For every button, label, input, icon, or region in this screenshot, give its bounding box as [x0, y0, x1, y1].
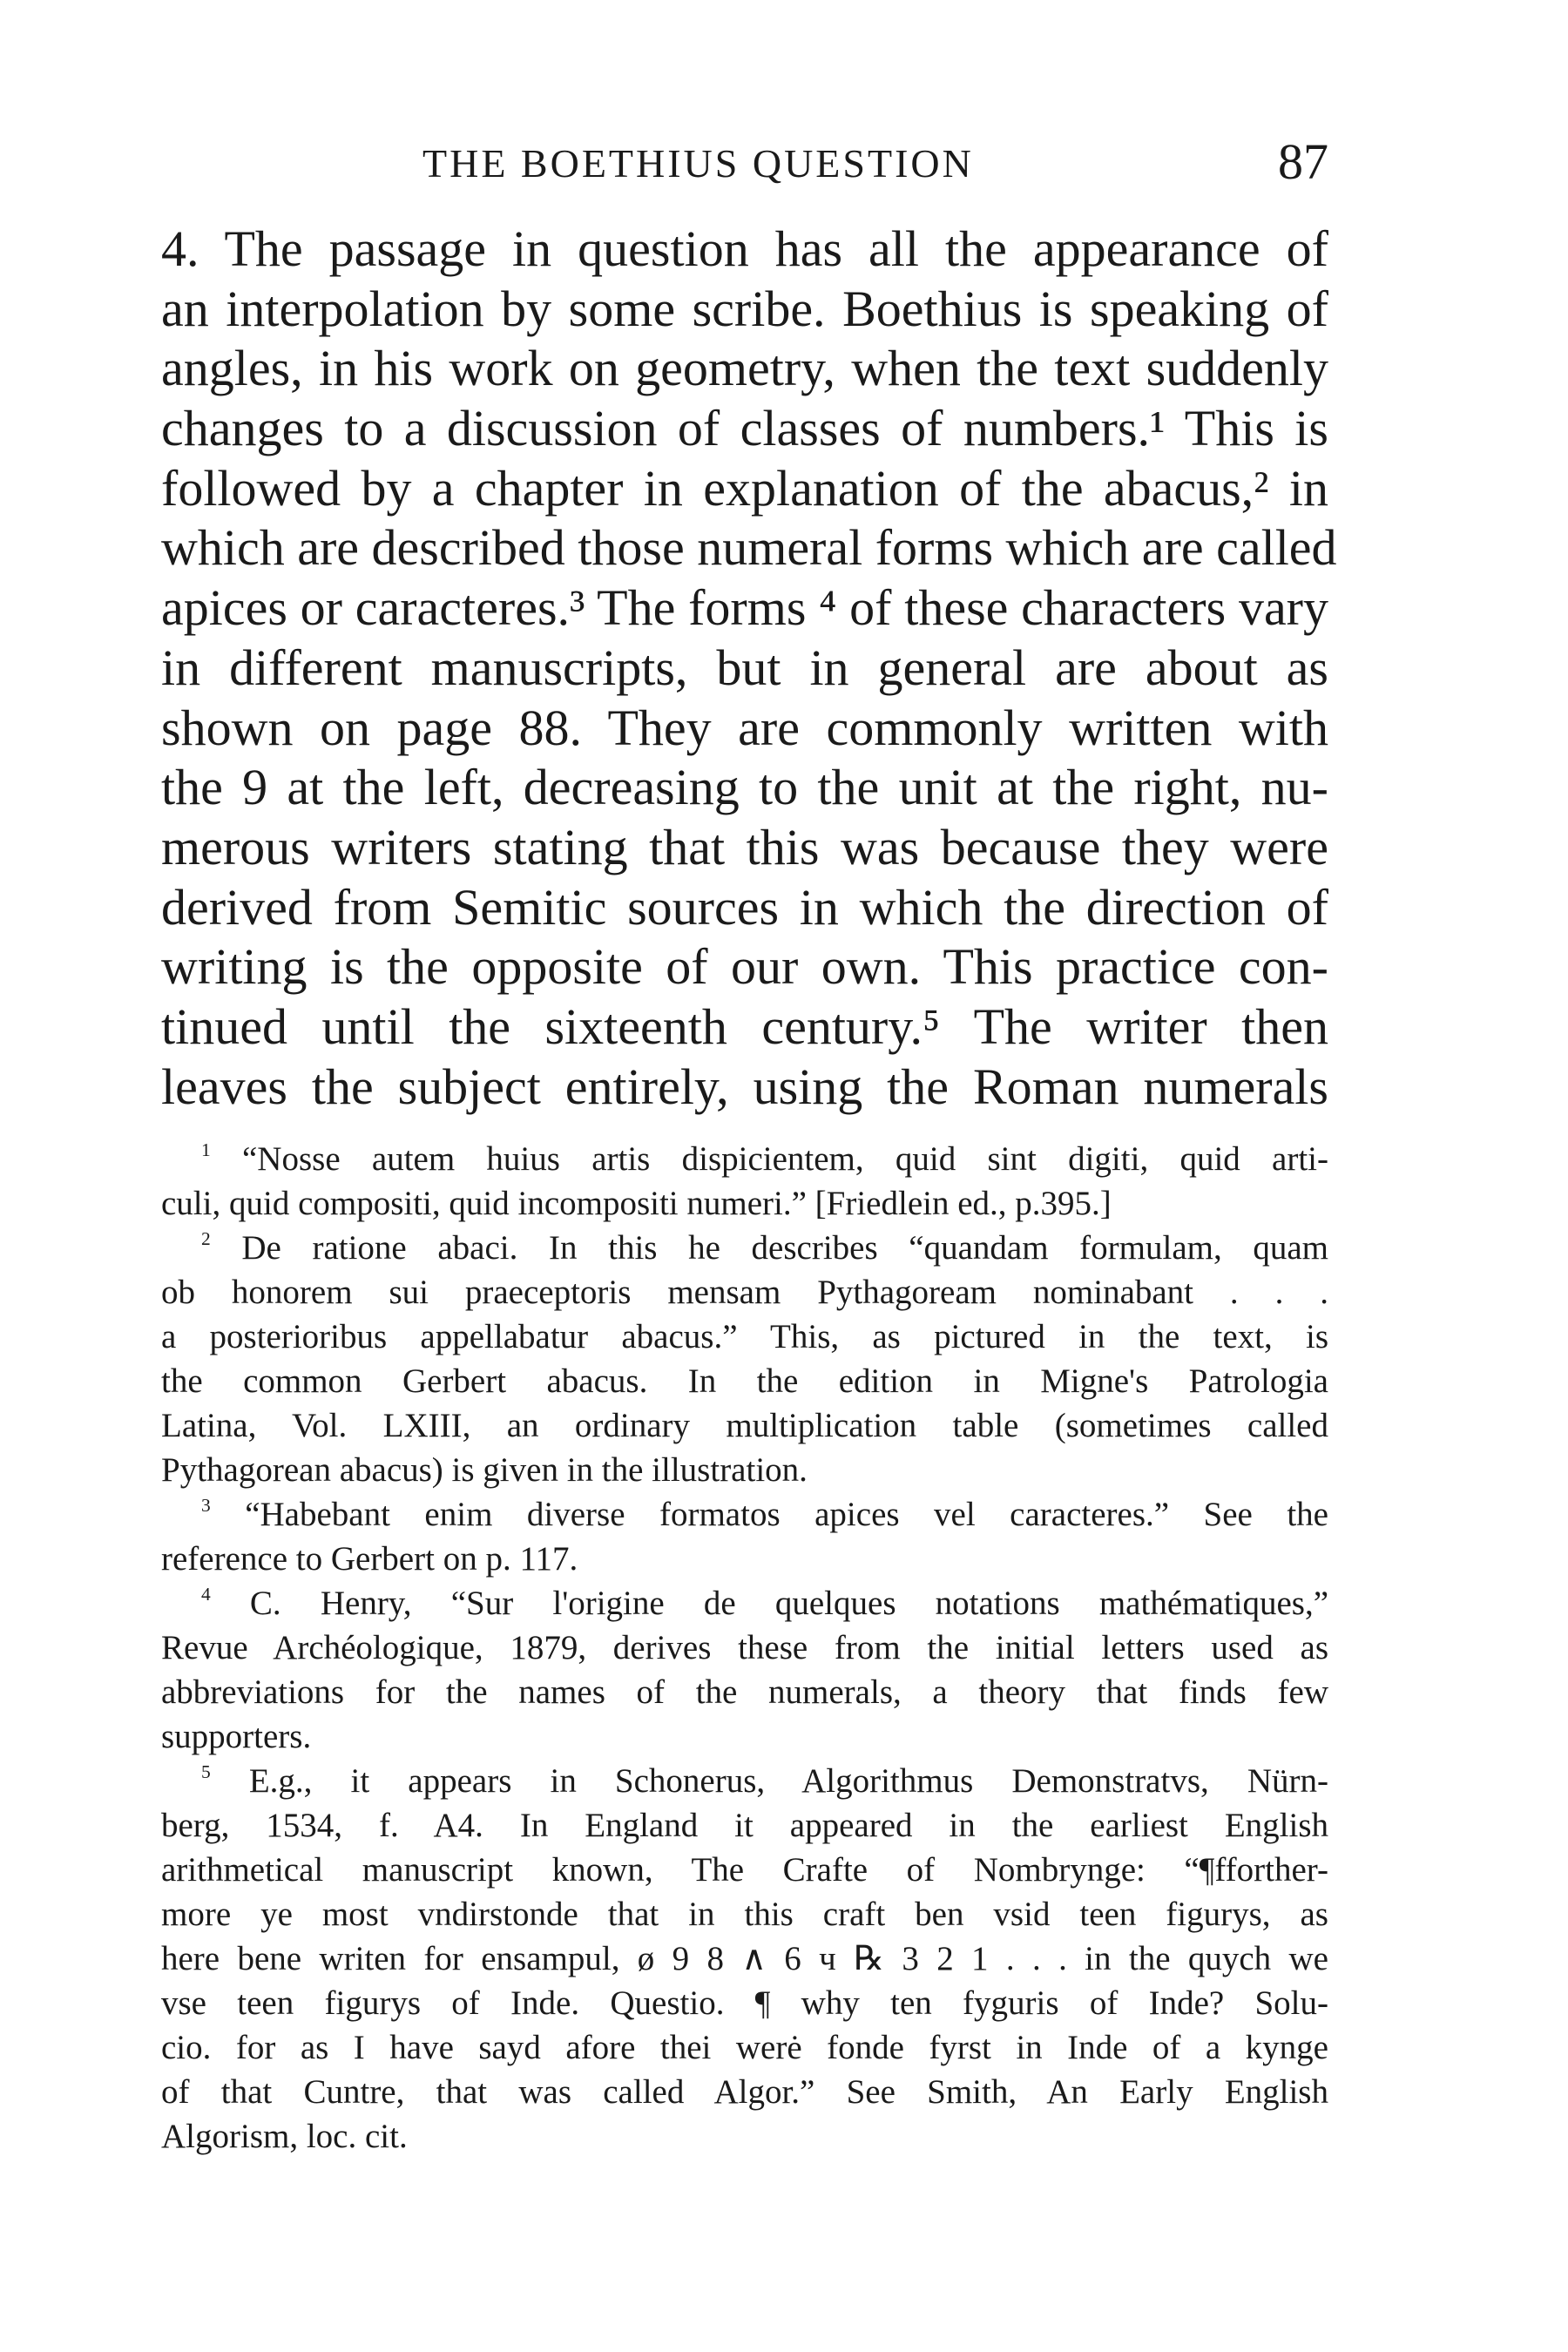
footnote-line: $^4$ C. Henry, “Sur l'origine de quelques notations mathématiques,” [201, 1583, 1329, 1622]
text-line: 4. The passage in question has all the appearance of [161, 220, 1328, 277]
footnote-line: arithmetical manuscript known, The Crafte of Nombrynge: “¶fforther- [161, 1851, 1328, 1889]
footnote-5 [161, 1759, 1328, 2159]
footnote-line: berg, 1534, f. A4. In England it appeared in the earliest English [161, 1807, 1328, 1844]
footnote-line: of that Cuntre, that was called Algor.” See Smith, An Early English [161, 2073, 1328, 2111]
footnote-4 [161, 1581, 1328, 1759]
text-line: leaves the subject entirely, using the Roman numerals [161, 1058, 1328, 1115]
footnote-line: Pythagorean abacus) is given in the illustration. [161, 1451, 808, 1489]
footnote-3 [161, 1492, 1328, 1581]
text-line: the 9 at the left, decreasing to the unit at the right, nu- [161, 759, 1328, 816]
running-header [161, 133, 1328, 190]
text-line: writing is the opposite of our own. This practice con- [161, 938, 1328, 996]
footnote-marker: 3 [201, 1494, 211, 1516]
text-line: followed by a chapter in explanation of the abacus,² in [161, 459, 1328, 517]
text-line: changes to a discussion of classes of numbers.¹ This is [161, 400, 1328, 457]
text-line: an interpolation by some scribe. Boethius is speaking of [161, 280, 1328, 337]
footnote-line: culi, quid compositi, quid incompositi numeri.” [Friedlein ed., p.395.] [161, 1185, 1112, 1222]
main-text [161, 220, 1337, 1117]
footnote-1 [161, 1137, 1328, 1226]
text-line: merous writers stating that this was because they were [161, 818, 1328, 875]
footnote-2 [161, 1226, 1328, 1492]
text-line: which are described those numeral forms which are called [161, 519, 1337, 577]
footnote-line: $^2$ De ratione abaci. In this he describes “quandam formulam, quam [201, 1227, 1329, 1267]
text-line: derived from Semitic sources in which the direction of [161, 878, 1328, 936]
footnote-line: supporters. [161, 1718, 312, 1755]
footnote-line: the common Gerbert abacus. In the edition in Migne's Patrologia [161, 1362, 1328, 1400]
text-line: angles, in his work on geometry, when the text suddenly [161, 340, 1328, 397]
footnotes [161, 1137, 1328, 2159]
footnote-marker: 4 [201, 1583, 211, 1605]
page-number: 87 [1278, 133, 1328, 190]
footnote-line: cio. for as I have sayd afore thei werė fonde fyrst in Inde of a kynge [161, 2029, 1328, 2066]
footnote-line: $^1$ “Nosse autem huius artis dispicientem, quid sint digiti, quid arti- [201, 1139, 1328, 1178]
footnote-line: here bene writen for ensampul, ø 9 8 ∧ 6 ч ℞ 3 2 1 . . . in the quych we [161, 1940, 1328, 1977]
running-title: THE BOETHIUS QUESTION [422, 141, 974, 186]
footnote-line: Latina, Vol. LXIII, an ordinary multiplication table (sometimes called [161, 1407, 1328, 1444]
footnote-line: reference to Gerbert on p. 117. [161, 1540, 578, 1578]
text-line: shown on page 88. They are commonly written with [161, 699, 1328, 756]
footnote-line: Revue Archéologique, 1879, derives these from the initial letters used as [161, 1629, 1328, 1666]
text-line: in different manuscripts, but in general are about as [161, 639, 1328, 696]
footnote-line: more ye most vndirstonde that in this craft ben vsid teen figurys, as [161, 1896, 1328, 1933]
footnote-line: vse teen figurys of Inde. Questio. ¶ why ten fyguris of Inde? Solu- [161, 1984, 1328, 2022]
text-line: apices or caracteres.³ The forms ⁴ of these characters vary [161, 579, 1328, 637]
footnote-line: a posterioribus appellabatur abacus.” This, as pictured in the text, is [161, 1318, 1328, 1355]
footnote-marker: 2 [201, 1227, 211, 1249]
footnote-marker: 1 [201, 1139, 211, 1160]
footnote-line: $^5$ E.g., it appears in Schonerus, Algorithmus Demonstratvs, Nürn- [201, 1761, 1328, 1800]
footnote-line: $^3$ “Habebant enim diverse formatos apices vel caracteres.” See the [201, 1494, 1328, 1533]
text-line: tinued until the sixteenth century.⁵ The writer then [161, 997, 1328, 1055]
footnote-line: ob honorem sui praeceptoris mensam Pythagoream nominabant . . . [161, 1274, 1328, 1311]
footnote-marker: 5 [201, 1761, 211, 1782]
footnote-line: Algorism, loc. cit. [161, 2118, 408, 2155]
footnote-line: abbreviations for the names of the numerals, a theory that finds few [161, 1673, 1328, 1711]
